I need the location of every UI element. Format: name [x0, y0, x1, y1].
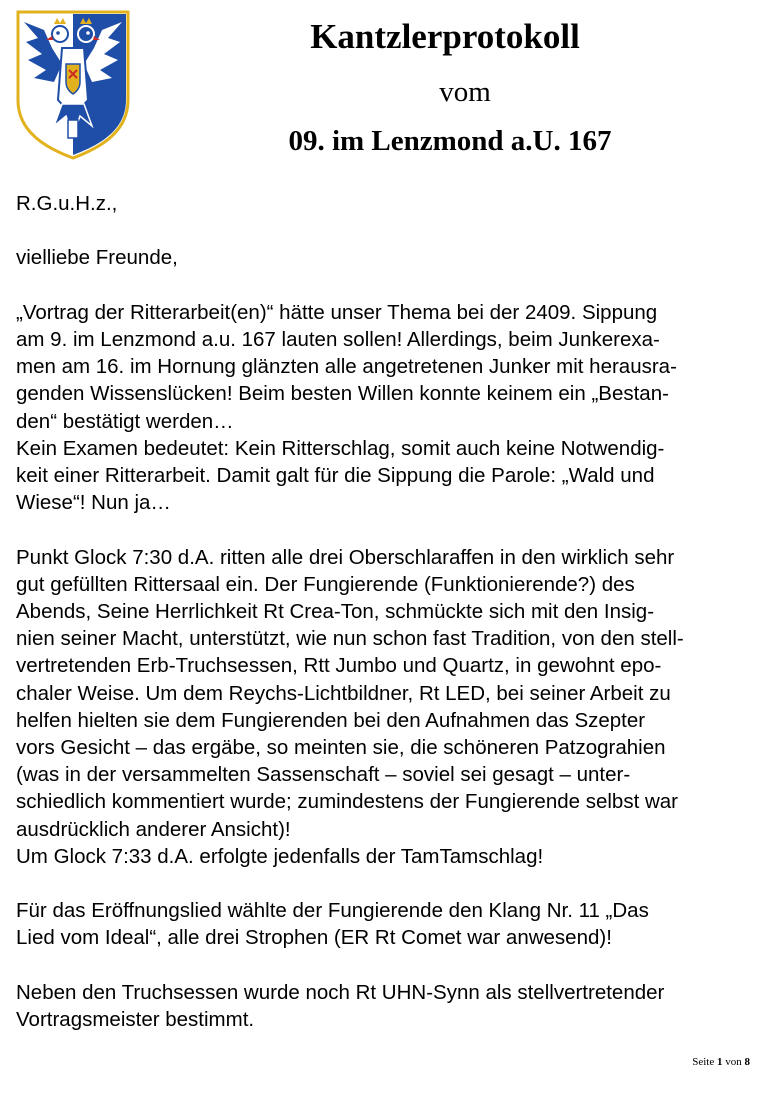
protocol-body [16, 190, 756, 1033]
body-line: chaler Weise. Um dem Reychs-Lichtbildner, Rt LED, bei seiner Arbeit zu [16, 681, 671, 705]
body-line: vertretenden Erb-Truchsessen, Rtt Jumbo und Quartz, in gewohnt epo- [16, 654, 662, 678]
page-total: 8 [744, 1056, 750, 1068]
page-separator: von [725, 1056, 742, 1068]
body-line: (was in der versammelten Sassenschaft – soviel sei gesagt – unter- [16, 763, 631, 787]
body-line: R.G.u.H.z., [16, 192, 118, 215]
body-line: vors Gesicht – das ergäbe, so meinten sie, die schöneren Patzograhien [16, 736, 666, 760]
paragraph-gap [16, 217, 756, 244]
paragraph-gap [16, 516, 756, 543]
paragraph-gap [16, 952, 756, 979]
body-line: am 9. im Lenzmond a.u. 167 lauten sollen! Allerdings, beim Junkerexa- [16, 327, 660, 351]
body-line: Punkt Glock 7:30 d.A. ritten alle drei Oberschlaraffen in den wirklich sehr [16, 545, 675, 569]
body-line: vielliebe Freunde, [16, 246, 178, 270]
body-line: men am 16. im Hornung glänzten alle angetretenen Junker mit herausra- [16, 355, 677, 379]
document-title: Kantzlerprotokoll [310, 17, 580, 56]
eagle-crest-icon [14, 8, 132, 160]
page-number [692, 1056, 750, 1068]
body-line: genden Wissenslücken! Beim besten Willen konnte keinem ein „Bestan- [16, 382, 669, 406]
body-line: den“ bestätigt werden… [16, 409, 234, 433]
body-line: ausdrücklich anderer Ansicht)! [16, 817, 291, 841]
body-line: gut gefüllten Rittersaal ein. Der Fungierende (Funktionierende?) des [16, 572, 635, 596]
body-line: Kein Examen bedeutet: Kein Ritterschlag, somit auch keine Notwendig- [16, 436, 665, 460]
page-label: Seite [692, 1056, 715, 1068]
body-line: Neben den Truchsessen wurde noch Rt UHN-Synn als stellvertretender [16, 980, 665, 1004]
body-line: Wiese“! Nun ja… [16, 491, 171, 515]
document-subtitle: vom [439, 76, 491, 108]
body-line: Für das Eröffnungslied wählte der Fungierende den Klang Nr. 11 „Das [16, 899, 649, 923]
body-line: Vortragsmeister bestimmt. [16, 1008, 255, 1032]
body-line: Abends, Seine Herrlichkeit Rt Crea-Ton, schmückte sich mit den Insig- [16, 600, 655, 623]
body-line: Lied vom Ideal“, alle drei Strophen (ER Rt Comet war anwesend)! [16, 926, 612, 950]
body-line: Um Glock 7:33 d.A. erfolgte jedenfalls der TamTamschlag! [16, 844, 544, 868]
document-date: 09. im Lenzmond a.U. 167 [288, 125, 612, 157]
body-line: „Vortrag der Ritterarbeit(en)“ hätte unser Thema bei der 2409. Sippung [16, 300, 658, 324]
body-line: schiedlich kommentiert wurde; zumindestens der Fungierende selbst war [16, 790, 679, 814]
body-line: nien seiner Macht, unterstützt, wie nun schon fast Tradition, von den stell- [16, 627, 684, 651]
body-line: helfen hielten sie dem Fungierenden bei den Aufnahmen das Szepter [16, 708, 646, 732]
paragraph-gap [16, 272, 756, 299]
page-current: 1 [717, 1056, 723, 1068]
body-line: keit einer Ritterarbeit. Damit galt für die Sippung die Parole: „Wald und [16, 464, 655, 487]
paragraph-gap [16, 870, 756, 897]
